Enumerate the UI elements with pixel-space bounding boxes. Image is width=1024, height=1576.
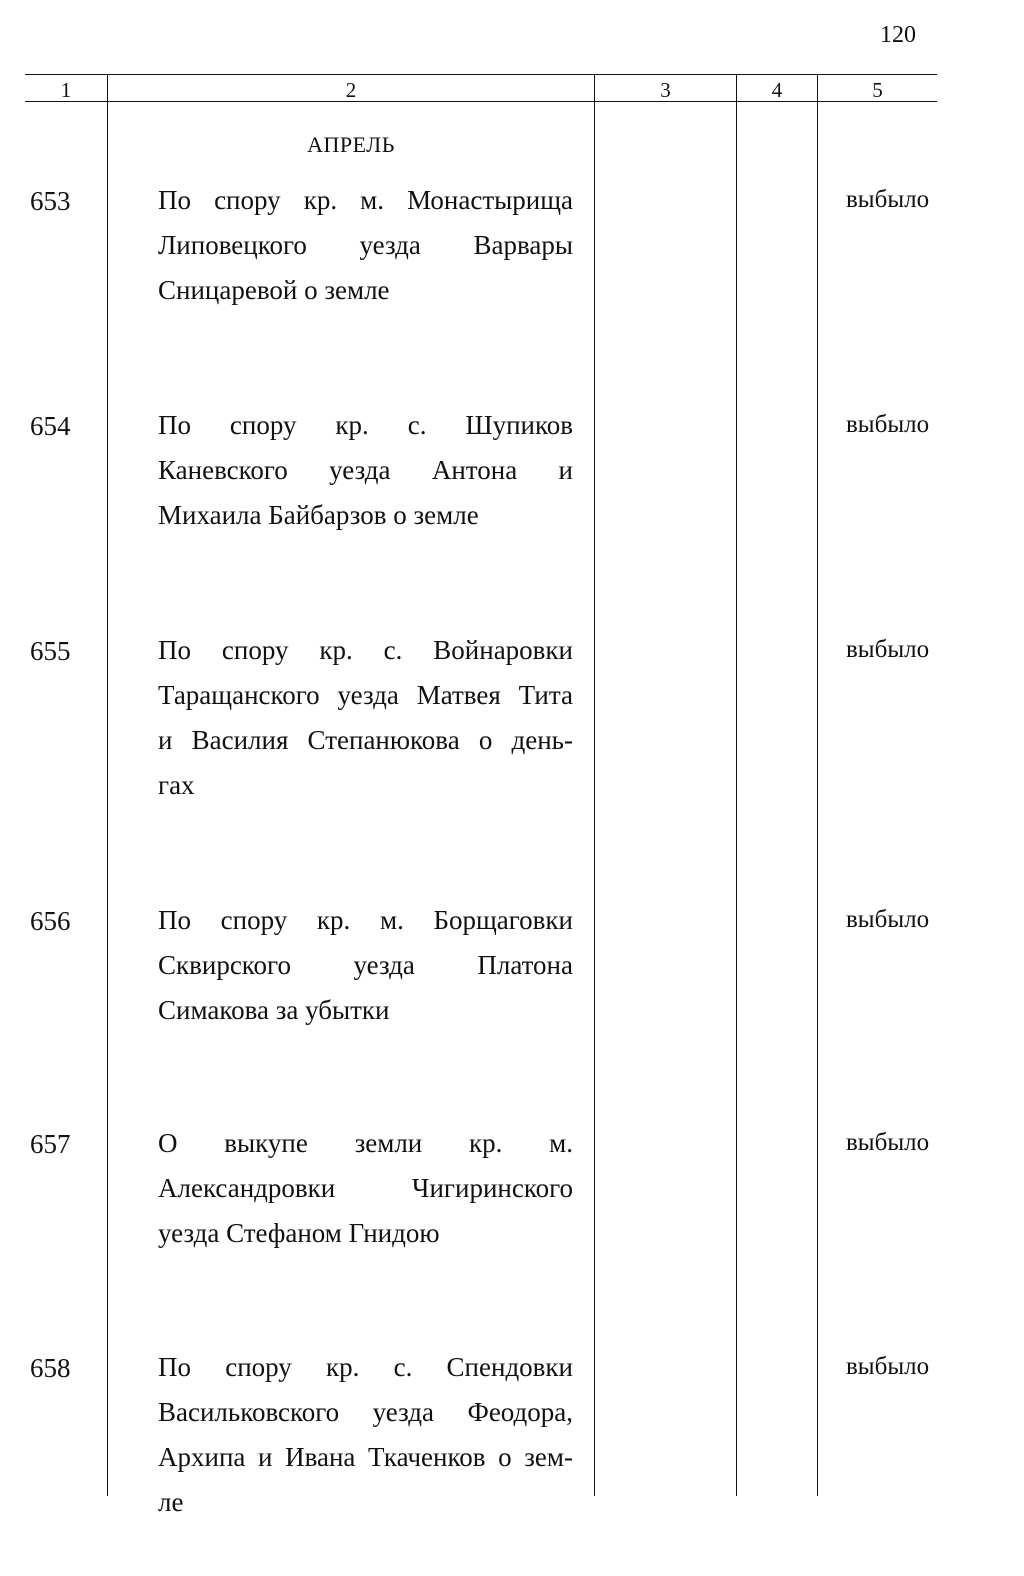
- entry-line: По спору кр. с. Шупиков: [158, 410, 573, 440]
- month-heading: АПРЕЛЬ: [307, 132, 395, 157]
- entry-line: Каневского уезда Антона и: [158, 455, 573, 485]
- entry-description: [158, 1345, 573, 1525]
- entry-description: [158, 628, 573, 808]
- entry-description: [158, 1121, 573, 1256]
- entry-description: [158, 178, 573, 313]
- entry-line: Сквирского уезда Платона: [158, 950, 573, 980]
- entry-number: 655: [30, 636, 71, 666]
- entry-description: [158, 403, 573, 538]
- entry-status: выбыло: [846, 906, 930, 933]
- column-divider-4: [817, 74, 818, 1496]
- entry-line: По спору кр. с. Спендовки: [158, 1352, 573, 1382]
- table-top-rule: [25, 74, 937, 75]
- entry-line: гах: [158, 770, 195, 800]
- entry-number: 657: [30, 1129, 71, 1159]
- entry-status: выбыло: [846, 636, 930, 663]
- entry-line: Васильковского уезда Феодора,: [158, 1397, 573, 1427]
- entry-line: По спору кр. м. Монастырища: [158, 185, 573, 215]
- column-header-2: 2: [345, 78, 357, 102]
- entry-line: Липовецкого уезда Варвары: [158, 230, 573, 260]
- entry-line: Сницаревой о земле: [158, 275, 390, 305]
- entry-number: 658: [30, 1353, 71, 1383]
- entry-line: По спору кр. с. Войнаровки: [158, 635, 573, 665]
- column-header-5: 5: [872, 78, 883, 102]
- column-header-1: 1: [60, 78, 72, 102]
- entry-status: выбыло: [846, 1129, 930, 1156]
- entry-status: выбыло: [846, 1353, 930, 1380]
- entry-status: выбыло: [846, 411, 930, 438]
- entry-line: Таращанского уезда Матвея Тита: [158, 680, 573, 710]
- entry-number: 656: [30, 906, 71, 936]
- column-divider-2: [594, 74, 595, 1496]
- column-header-3: 3: [660, 78, 671, 102]
- entry-line: Симакова за убытки: [158, 995, 390, 1025]
- entry-status: выбыло: [846, 186, 930, 213]
- entry-line: уезда Стефаном Гнидою: [158, 1218, 440, 1248]
- column-header-4: 4: [771, 78, 783, 102]
- entry-number: 654: [30, 411, 71, 441]
- entry-line: Архипа и Ивана Ткаченков о зем-: [158, 1442, 573, 1472]
- entry-line: По спору кр. м. Борщаговки: [158, 905, 573, 935]
- entry-line: Михаила Байбарзов о земле: [158, 500, 479, 530]
- entry-description: [158, 898, 573, 1033]
- entry-line: и Василия Степанюкова о день-: [158, 725, 573, 755]
- entry-line: ле: [158, 1487, 184, 1517]
- entry-line: О выкупе земли кр. м.: [158, 1128, 573, 1158]
- entry-line: Александровки Чигиринского: [158, 1173, 573, 1203]
- column-divider-1: [107, 74, 108, 1496]
- page-number: 120: [880, 22, 916, 48]
- entry-number: 653: [30, 186, 71, 216]
- column-divider-3: [736, 74, 737, 1496]
